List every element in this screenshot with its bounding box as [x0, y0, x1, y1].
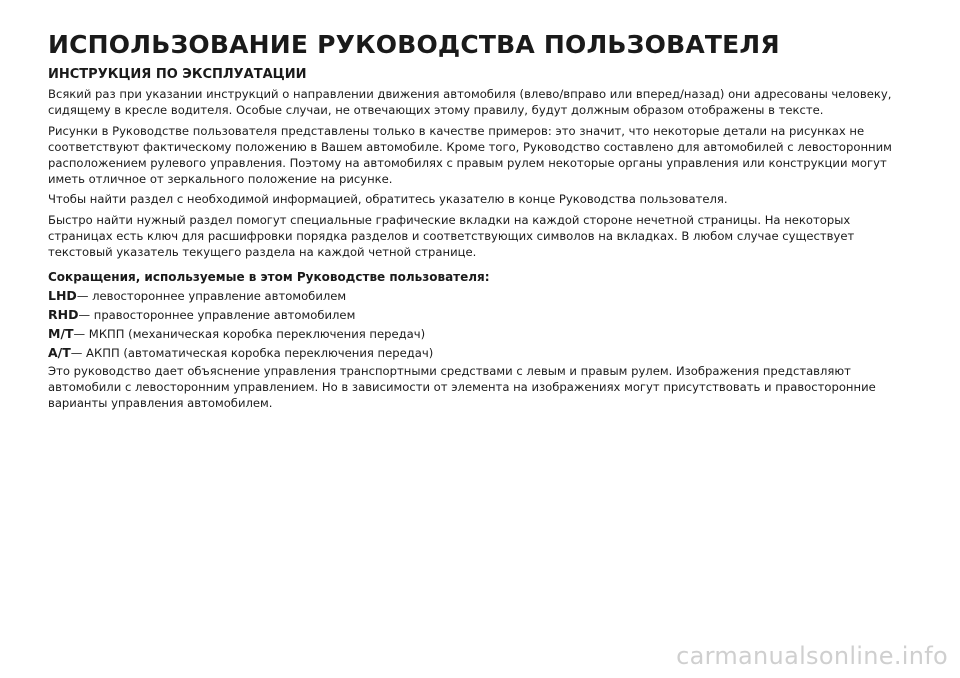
abbreviation-lhd — [48, 288, 908, 304]
abbreviation-at — [48, 345, 908, 361]
section-title: ИНСТРУКЦИЯ ПО ЭКСПЛУАТАЦИИ — [48, 67, 307, 82]
abbreviation-key: RHD — [48, 307, 79, 323]
manual-page — [48, 30, 908, 417]
abbreviation-key: A/T — [48, 345, 71, 361]
abbreviation-key: LHD — [48, 288, 77, 304]
abbreviation-key: M/T — [48, 326, 74, 342]
abbreviation-text: — МКПП (механическая коробка переключения передач) — [73, 327, 426, 342]
watermark-text: carmanualsonline.info — [676, 642, 948, 670]
abbreviation-text: — АКПП (автоматическая коробка переключения передач) — [70, 346, 434, 361]
abbreviation-text: — правостороннее управление автомобилем — [78, 308, 356, 323]
page-title: ИСПОЛЬЗОВАНИЕ РУКОВОДСТВА ПОЛЬЗОВАТЕЛЯ — [48, 30, 780, 59]
paragraph-closing: Это руководство дает объяснение управления транспортными средствами с левым и правым рулем. Изображения представляют автомобили с левосторонним управлением. Но в зависимости от элемента на изображениях могут присутствовать и правосторонние варианты управления автомобилем. — [48, 364, 876, 410]
paragraph-illustrations: Рисунки в Руководстве пользователя представлены только в качестве примеров: это значит, что некоторые детали на рисунках не соответствуют фактическому положению в Вашем автомобиле. Кроме того, Руководство составлено для автомобилей с левосторонним расположением рулевого управления. Поэтому на автомобилях с правым рулем некоторые органы управления или конструкции могут иметь отличное от зеркального положение на рисунке. — [48, 123, 892, 186]
abbreviations-heading: Сокращения, используемые в этом Руководстве пользователя: — [48, 270, 490, 285]
paragraph-index: Чтобы найти раздел с необходимой информацией, обратитесь указателю в конце Руководства пользователя. — [48, 192, 728, 207]
paragraph-directions: Всякий раз при указании инструкций о направлении движения автомобиля (влево/вправо или вперед/назад) они адресованы человеку, сидящему в кресле водителя. Особые случаи, не отвечающих этому правилу, будут должным образом отображены в тексте. — [48, 87, 892, 117]
abbreviation-rhd — [48, 307, 908, 323]
abbreviation-text: — левостороннее управление автомобилем — [76, 289, 347, 304]
abbreviation-mt — [48, 326, 908, 342]
paragraph-tabs: Быстро найти нужный раздел помогут специальные графические вкладки на каждой стороне нечетной страницы. На некоторых страницах есть ключ для расшифровки порядка разделов и соответствующих символов на вкладках. В любом случае существует текстовый указатель текущего раздела на каждой четной странице. — [48, 213, 855, 260]
